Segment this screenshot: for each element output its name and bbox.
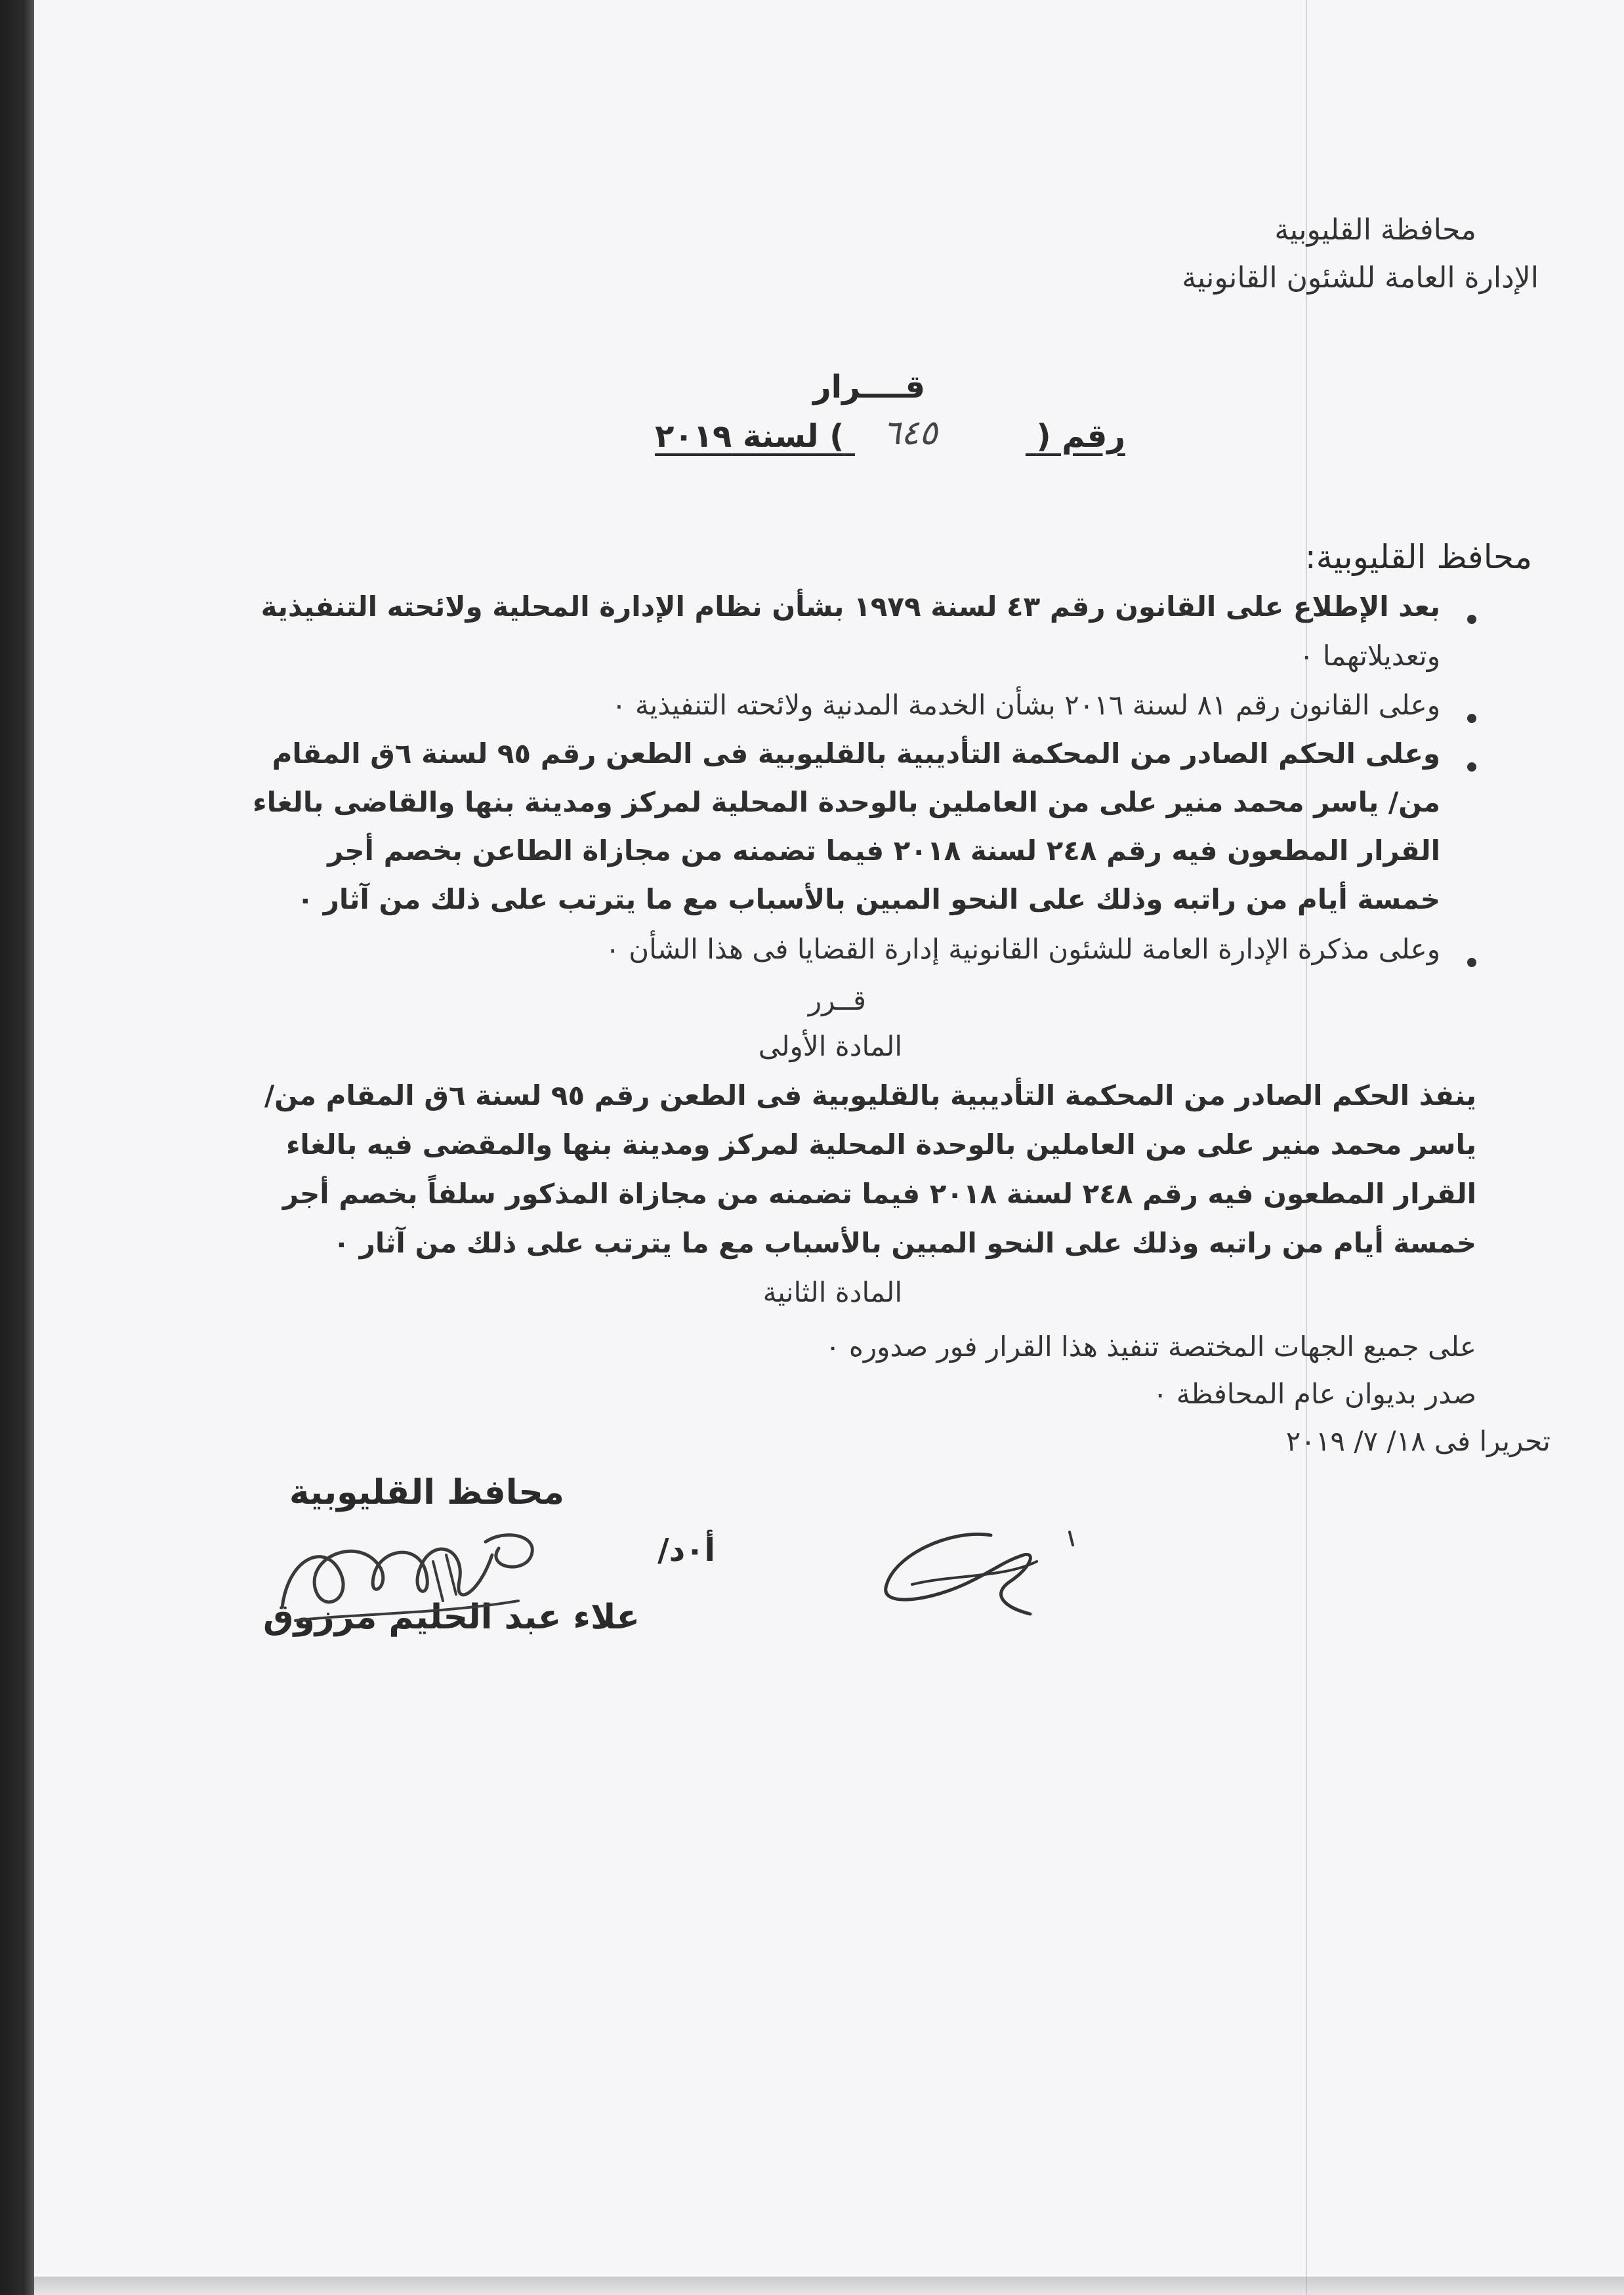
bullet-1 xyxy=(1467,615,1476,624)
preamble-3-line-4: خمسة أيام من راتبه وذلك على النحو المبين بالأسباب مع ما يترتب على ذلك من آثار ٠ xyxy=(297,883,1440,915)
article-1-line-1: ينفذ الحكم الصادر من المحكمة التأديبية بالقليوبية فى الطعن رقم ٩٥ لسنة ٦ق المقام من/ xyxy=(264,1079,1476,1111)
decision-title: قــــرار xyxy=(813,369,925,405)
decision-number-handwritten: ٦٤٥ xyxy=(883,413,938,453)
signer-prefix: أ٠د/ xyxy=(657,1532,715,1569)
decision-number-prefix: رقم ( xyxy=(1036,418,1125,455)
signer-title: محافظ القليوبية xyxy=(289,1473,564,1512)
decision-number-line xyxy=(571,418,1125,455)
decision-number-suffix: ) لسنة ٢٠١٩ xyxy=(655,418,844,455)
bullet-2 xyxy=(1467,714,1476,723)
bullet-4 xyxy=(1467,958,1476,967)
preamble-4-line-1: وعلى مذكرة الإدارة العامة للشئون القانونية إدارة القضايا فى هذا الشأن ٠ xyxy=(605,933,1440,965)
article-2-line-1: على جميع الجهات المختصة تنفيذ هذا القرار فور صدوره ٠ xyxy=(825,1331,1476,1363)
preamble-1-line-2: وتعديلاتهما ٠ xyxy=(1299,640,1440,672)
addressee-label: محافظ القليوبية: xyxy=(1304,538,1532,576)
reviewer-initials xyxy=(873,1522,1083,1627)
article-1-line-2: ياسر محمد منير على من العاملين بالوحدة المحلية لمركز ومدينة بنها والمقضى فيه بالغاء xyxy=(285,1128,1476,1161)
decision-heading: قــرر xyxy=(808,984,866,1016)
preamble-2-line-1: وعلى القانون رقم ٨١ لسنة ٢٠١٦ بشأن الخدمة المدنية ولائحته التنفيذية ٠ xyxy=(612,689,1440,721)
article-1-title: المادة الأولى xyxy=(758,1030,902,1062)
preamble-3-line-2: من/ ياسر محمد منير على من العاملين بالوحدة المحلية لمركز ومدينة بنها والقاضى بالغاء xyxy=(253,786,1440,818)
article-1-line-3: القرار المطعون فيه رقم ٢٤٨ لسنة ٢٠١٨ فيما تضمنه من مجازاة المذكور سلفاً بخصم أجر xyxy=(282,1178,1476,1210)
article-2-title: المادة الثانية xyxy=(762,1276,902,1308)
department-header: الإدارة العامة للشئون القانونية xyxy=(1182,261,1539,295)
date-line: تحريرا فى ١٨/ ٧/ ٢٠١٩ xyxy=(1285,1425,1551,1457)
signer-name: علاء عبد الحليم مرزوق xyxy=(262,1598,640,1637)
preamble-1-line-1: بعد الإطلاع على القانون رقم ٤٣ لسنة ١٩٧٩ بشأن نظام الإدارة المحلية ولائحته التنفيذية xyxy=(260,590,1440,623)
scan-left-edge xyxy=(0,0,34,2295)
governorate-header: محافظة القليوبية xyxy=(1274,213,1476,247)
preamble-3-line-3: القرار المطعون فيه رقم ٢٤٨ لسنة ٢٠١٨ فيما تضمنه من مجازاة الطاعن بخصم أجر xyxy=(327,835,1440,867)
article-2-line-2: صدر بديوان عام المحافظة ٠ xyxy=(1152,1378,1476,1410)
preamble-3-line-1: وعلى الحكم الصادر من المحكمة التأديبية بالقليوبية فى الطعن رقم ٩٥ لسنة ٦ق المقام xyxy=(272,737,1440,770)
bullet-3 xyxy=(1467,762,1476,772)
article-1-line-4: خمسة أيام من راتبه وذلك على النحو المبين بالأسباب مع ما يترتب على ذلك من آثار ٠ xyxy=(333,1227,1476,1259)
scan-bottom-edge xyxy=(34,2277,1624,2295)
governor-signature xyxy=(269,1516,558,1640)
